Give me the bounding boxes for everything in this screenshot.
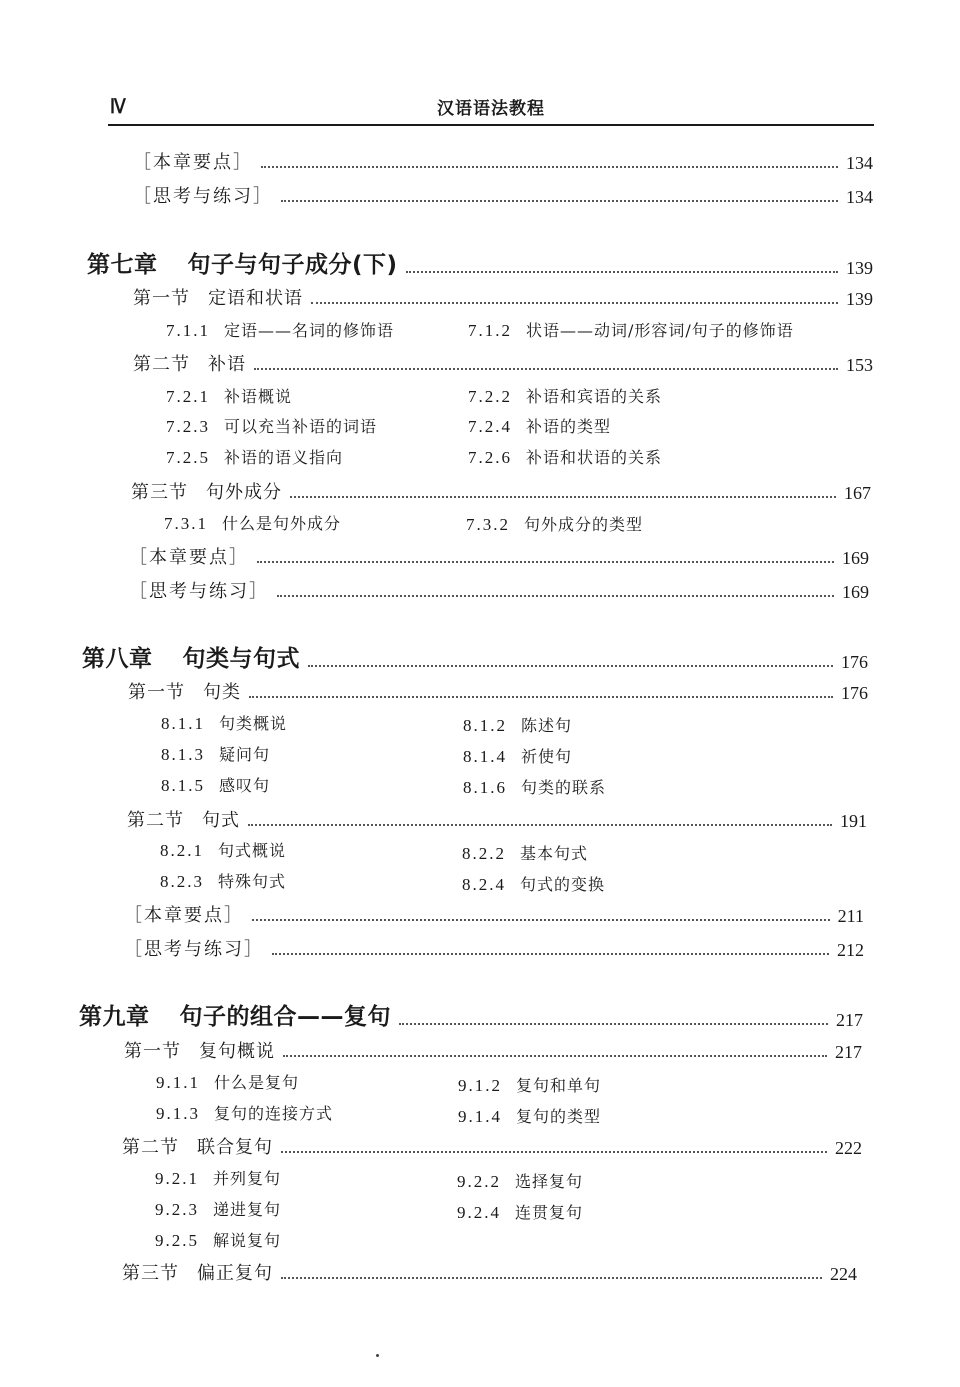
dot-leader [308, 665, 833, 667]
subsection-number: 8.1.1 [161, 714, 205, 733]
toc-section-9-3[interactable] [122, 1259, 857, 1285]
toc-entry-key-points[interactable] [124, 901, 864, 927]
subsection-title: 句式的变换 [520, 875, 606, 894]
toc-subsection[interactable] [468, 318, 794, 341]
toc-subsection[interactable] [161, 711, 287, 734]
section-page: 167 [844, 483, 871, 503]
section-number: 第一节 [124, 1041, 181, 1062]
section-number: 第一节 [133, 288, 190, 309]
section-label [131, 478, 282, 504]
subsection-title: 连贯复句 [515, 1203, 584, 1222]
toc-subsection[interactable] [462, 872, 605, 895]
subsection-title: 复句的类型 [516, 1107, 602, 1126]
toc-subsection[interactable] [463, 713, 572, 736]
dot-leader [277, 595, 834, 597]
section-label [133, 350, 246, 376]
subsection-title: 补语和宾语的关系 [526, 387, 663, 406]
chapter-title: 句子与句子成分(下) [187, 252, 398, 278]
toc-subsection[interactable] [155, 1197, 281, 1220]
section-title: 复句概说 [199, 1041, 275, 1062]
toc-subsection[interactable] [457, 1200, 583, 1223]
subsection-number: 8.1.4 [463, 747, 507, 766]
toc-subsection[interactable] [156, 1070, 299, 1093]
subsection-title: 什么是复句 [214, 1073, 300, 1092]
toc-subsection[interactable] [468, 414, 611, 437]
chapter-page: 217 [836, 1010, 863, 1030]
entry-label: ［思考与练习］ [129, 581, 269, 602]
chapter-number: 第九章 [79, 1004, 150, 1030]
entry-page: 212 [837, 940, 864, 960]
subsection-title: 解说复句 [213, 1231, 282, 1250]
subsection-title: 疑问句 [219, 745, 271, 764]
dot-leader [283, 1055, 827, 1057]
subsection-title: 复句的连接方式 [214, 1104, 334, 1123]
toc-subsection[interactable] [161, 742, 270, 765]
subsection-number: 8.2.2 [462, 844, 506, 863]
section-label [122, 1259, 273, 1285]
section-title: 句外成分 [206, 482, 282, 503]
subsection-title: 补语概说 [224, 387, 293, 406]
toc-subsection[interactable] [164, 511, 341, 534]
entry-label: ［本章要点］ [129, 547, 249, 568]
dot-leader [248, 824, 832, 826]
chapter-label [87, 246, 398, 279]
dot-leader [290, 496, 836, 498]
subsection-number: 9.1.4 [458, 1107, 502, 1126]
toc-chapter-9[interactable] [79, 998, 863, 1031]
toc-section-8-2[interactable] [127, 806, 867, 832]
entry-label: ［本章要点］ [124, 905, 244, 926]
toc-subsection[interactable] [161, 773, 270, 796]
subsection-number: 9.1.3 [156, 1104, 200, 1123]
toc-subsection[interactable] [458, 1073, 601, 1096]
subsection-title: 补语的类型 [526, 417, 612, 436]
toc-section-8-1[interactable] [128, 678, 868, 704]
subsection-number: 9.2.4 [457, 1203, 501, 1222]
toc-subsection[interactable] [166, 318, 394, 341]
subsection-title: 定语——名词的修饰语 [224, 321, 395, 340]
subsection-number: 8.1.2 [463, 716, 507, 735]
entry-page: 211 [837, 906, 864, 926]
section-title: 句式 [202, 810, 240, 831]
subsection-title: 复句和单句 [516, 1076, 602, 1095]
subsection-title: 句类概说 [219, 714, 288, 733]
section-number: 第二节 [127, 810, 184, 831]
subsection-title: 状语——动词/形容词/句子的修饰语 [526, 321, 794, 340]
subsection-number: 9.1.1 [156, 1073, 200, 1092]
subsection-title: 基本句式 [520, 844, 589, 863]
subsection-number: 7.3.2 [466, 515, 510, 534]
entry-label: ［本章要点］ [133, 152, 253, 173]
dot-leader [281, 1277, 822, 1279]
chapter-label [79, 998, 391, 1031]
toc-entry-key-points[interactable] [129, 543, 869, 569]
section-label [122, 1133, 273, 1159]
subsection-title: 句式概说 [218, 841, 287, 860]
dot-leader [281, 1151, 827, 1153]
subsection-number: 8.1.5 [161, 776, 205, 795]
subsection-title: 并列复句 [213, 1169, 282, 1188]
subsection-number: 7.2.5 [166, 448, 210, 467]
chapter-label [82, 640, 300, 673]
subsection-number: 9.2.2 [457, 1172, 501, 1191]
toc-subsection[interactable] [468, 445, 662, 468]
subsection-number: 7.2.2 [468, 387, 512, 406]
subsection-number: 7.2.1 [166, 387, 210, 406]
subsection-title: 什么是句外成分 [222, 514, 342, 533]
subsection-title: 句外成分的类型 [524, 515, 644, 534]
subsection-number: 7.2.3 [166, 417, 210, 436]
dot-leader [261, 166, 838, 168]
entry-page: 169 [842, 548, 869, 568]
header-rule [108, 124, 874, 126]
section-page: 139 [846, 289, 873, 309]
subsection-number: 9.2.5 [155, 1231, 199, 1250]
toc-subsection[interactable] [468, 384, 662, 407]
chapter-page: 176 [841, 652, 868, 672]
section-number: 第二节 [133, 354, 190, 375]
entry-page: 134 [846, 153, 873, 173]
toc-subsection[interactable] [166, 414, 377, 437]
toc-subsection[interactable] [155, 1228, 281, 1251]
subsection-title: 句类的联系 [521, 778, 607, 797]
dot-leader [272, 953, 829, 955]
running-header [108, 90, 874, 126]
subsection-number: 8.1.3 [161, 745, 205, 764]
subsection-number: 7.2.4 [468, 417, 512, 436]
toc-subsection[interactable] [160, 869, 286, 892]
subsection-title: 祈使句 [521, 747, 573, 766]
toc-entry-exercises[interactable] [133, 182, 873, 208]
dot-leader [399, 1023, 828, 1025]
subsection-title: 补语和状语的关系 [526, 448, 663, 467]
toc-entry-exercises[interactable] [124, 935, 864, 961]
toc-subsection[interactable] [155, 1166, 281, 1189]
chapter-number: 第七章 [87, 252, 158, 278]
chapter-page: 139 [846, 258, 873, 278]
subsection-number: 8.2.3 [160, 872, 204, 891]
toc-subsection[interactable] [463, 744, 572, 767]
subsection-number: 9.2.3 [155, 1200, 199, 1219]
subsection-number: 7.3.1 [164, 514, 208, 533]
book-title: 汉语语法教程 [437, 99, 545, 119]
section-label [127, 806, 240, 832]
page-number: Ⅳ [110, 96, 125, 118]
toc-section-9-1[interactable] [124, 1037, 862, 1063]
section-title: 句类 [203, 682, 241, 703]
subsection-number: 9.1.2 [458, 1076, 502, 1095]
section-title: 偏正复句 [197, 1263, 273, 1284]
toc-subsection[interactable] [457, 1169, 583, 1192]
toc-chapter-7[interactable] [87, 246, 873, 279]
section-number: 第三节 [131, 482, 188, 503]
toc-section-7-2[interactable] [133, 350, 873, 376]
toc-subsection[interactable] [463, 775, 606, 798]
section-label [128, 678, 241, 704]
subsection-title: 可以充当补语的词语 [224, 417, 378, 436]
section-page: 176 [841, 683, 868, 703]
toc-section-9-2[interactable] [122, 1133, 862, 1159]
toc-subsection[interactable] [156, 1101, 333, 1124]
subsection-title: 递进复句 [213, 1200, 282, 1219]
section-page: 191 [840, 811, 867, 831]
dot-leader [406, 271, 838, 273]
subsection-number: 8.2.1 [160, 841, 204, 860]
section-title: 补语 [208, 354, 246, 375]
section-title: 联合复句 [197, 1137, 273, 1158]
subsection-title: 选择复句 [515, 1172, 584, 1191]
entry-label: ［思考与练习］ [133, 186, 273, 207]
entry-page: 134 [846, 187, 873, 207]
subsection-number: 8.1.6 [463, 778, 507, 797]
subsection-title: 陈述句 [521, 716, 573, 735]
entry-page: 169 [842, 582, 869, 602]
section-number: 第三节 [122, 1263, 179, 1284]
subsection-number: 8.2.4 [462, 875, 506, 894]
section-label [133, 284, 303, 310]
chapter-title: 句子的组合——复句 [179, 1004, 391, 1030]
section-page: 153 [846, 355, 873, 375]
subsection-number: 7.1.1 [166, 321, 210, 340]
dot-leader [257, 561, 834, 563]
chapter-title: 句类与句式 [182, 646, 300, 672]
toc-subsection[interactable] [166, 445, 343, 468]
toc-subsection[interactable] [160, 838, 286, 861]
dot-leader [252, 919, 830, 921]
dot-leader [249, 696, 833, 698]
toc-subsection[interactable] [166, 384, 292, 407]
dot-leader [281, 200, 838, 202]
section-page: 224 [830, 1264, 857, 1284]
section-label [124, 1037, 275, 1063]
section-number: 第一节 [128, 682, 185, 703]
toc-chapter-8[interactable] [82, 640, 868, 673]
section-number: 第二节 [122, 1137, 179, 1158]
subsection-number: 9.2.1 [155, 1169, 199, 1188]
dot-leader [311, 302, 838, 304]
chapter-number: 第八章 [82, 646, 153, 672]
toc-section-7-3[interactable] [131, 478, 871, 504]
entry-label: ［思考与练习］ [124, 939, 264, 960]
dot-leader [254, 368, 838, 370]
toc-subsection[interactable] [466, 512, 643, 535]
section-page: 222 [835, 1138, 862, 1158]
subsection-title: 补语的语义指向 [224, 448, 344, 467]
section-title: 定语和状语 [208, 288, 303, 309]
toc-subsection[interactable] [462, 841, 588, 864]
subsection-title: 感叹句 [219, 776, 271, 795]
toc-entry-key-points[interactable] [133, 148, 873, 174]
toc-subsection[interactable] [458, 1104, 601, 1127]
subsection-title: 特殊句式 [218, 872, 287, 891]
toc-section-7-1[interactable] [133, 284, 873, 310]
scan-speck [376, 1354, 379, 1357]
subsection-number: 7.1.2 [468, 321, 512, 340]
subsection-number: 7.2.6 [468, 448, 512, 467]
section-page: 217 [835, 1042, 862, 1062]
toc-entry-exercises[interactable] [129, 577, 869, 603]
